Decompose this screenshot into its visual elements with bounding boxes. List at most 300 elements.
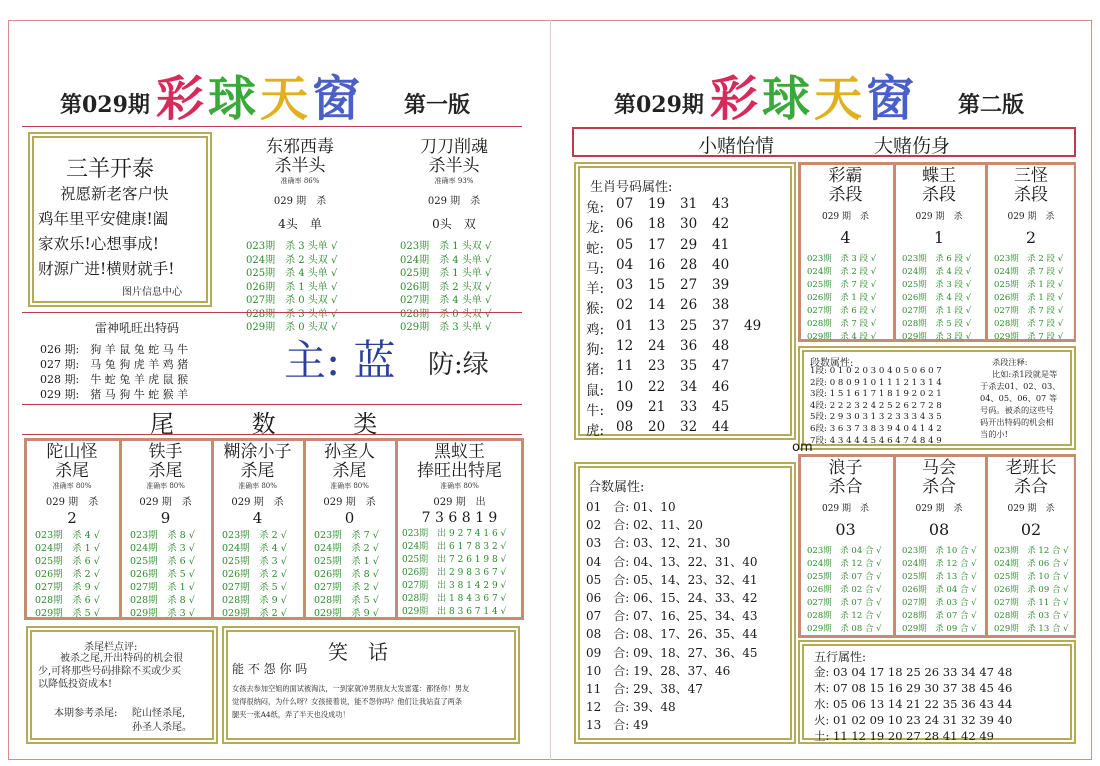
- zodiac-animal: 狗:: [586, 342, 605, 359]
- zodiac-number: 07: [616, 196, 634, 212]
- tail-column-row: 027期 杀 1 √: [130, 582, 195, 593]
- daodao-pick: 0头 双: [432, 217, 476, 231]
- tail-column-row: 026期 杀 2 √: [35, 569, 100, 580]
- segment-kill-column-title: 三怪: [1014, 166, 1048, 186]
- leishen-row: 026 期: 狗 羊 鼠 兔 蛇 马 牛: [40, 343, 189, 356]
- segments-row: 7段: 4 3 4 4 4 5 4 6 4 7 4 8 4 9: [810, 435, 942, 446]
- segment-kill-column-issue: 029 期 杀: [821, 212, 870, 222]
- greeting-box: [28, 132, 212, 307]
- combo-kill-column-row: 024期 杀 12 合 √: [902, 559, 977, 569]
- segment-kill-column-row: 023期 杀 2 段 √: [994, 254, 1064, 264]
- defense-color-pick: [428, 344, 489, 381]
- zodiac-number: 48: [712, 338, 730, 355]
- combos-row: 13 合: 49: [586, 718, 649, 733]
- combo-kill-column-row: 028期 杀 03 合 √: [994, 611, 1069, 621]
- tail-column-row: 028期 杀 6 √: [35, 595, 100, 606]
- zodiac-number: 37: [712, 317, 730, 334]
- zodiac-number: 40: [712, 256, 730, 273]
- p1-top-rule: [22, 126, 522, 127]
- segments-box: [798, 346, 1076, 450]
- segment-kill-column-row: 027期 杀 7 段 √: [994, 306, 1064, 316]
- zodiac-number: 10: [616, 378, 634, 395]
- p1-edition: 第一版: [404, 92, 471, 118]
- combos-row: 03 合: 03、12、21、30: [586, 536, 731, 551]
- segment-kill-column-issue: 029 期 杀: [1007, 212, 1055, 222]
- segments-rows: [810, 366, 942, 447]
- zodiac-animal: 鼠:: [586, 382, 605, 399]
- joke-title: 笑 话: [328, 640, 388, 664]
- leishen-row: 029 期: 猪 马 狗 牛 蛇 猴 羊: [40, 388, 189, 401]
- combos-row: 05 合: 05、14、23、32、41: [586, 572, 758, 587]
- zodiac-animal: 虎:: [586, 423, 605, 440]
- heiwang-panel: [395, 441, 521, 617]
- zodiac-number: 15: [648, 277, 666, 294]
- combo-kill-column-issue: 029 期 杀: [821, 504, 870, 514]
- tail-column-pick: 0: [344, 509, 355, 527]
- zodiac-row: [586, 379, 792, 399]
- tail-column-row: 025期 杀 6 √: [130, 556, 195, 567]
- combo-kill-column-row: 025期 杀 10 合 √: [994, 572, 1069, 582]
- joke-line: 女孩去参加空姐的面试被淘汰，一到家就冲男朋友大发雷霆：都怪你！男友: [232, 684, 470, 693]
- banner-right: 大赌伤身: [874, 135, 951, 157]
- tail-column-issue: 029 期 杀: [45, 497, 99, 508]
- segments-note-line: 号码。被杀的这些号: [980, 405, 1054, 415]
- combo-kill-column-row: 027期 杀 03 合 √: [902, 598, 977, 608]
- segment-kill-column-row: 025期 杀 1 段 √: [994, 280, 1064, 290]
- segment-kill-column-row: 024期 杀 7 段 √: [994, 267, 1064, 277]
- zodiac-number: 05: [616, 236, 634, 253]
- comment-title: 杀尾栏点评:: [84, 642, 138, 653]
- zodiac-number: 44: [712, 419, 730, 436]
- segment-kill-column-row: 026期 杀 4 段 √: [902, 293, 972, 303]
- zodiac-number: 09: [616, 398, 634, 415]
- heiwang-pick: 7 3 6 8 1 9: [421, 510, 498, 526]
- combo-kill-column-pick: 08: [928, 520, 950, 539]
- combo-kill-column-row: 027期 杀 11 合 √: [994, 598, 1069, 608]
- banner-left: 小赌怡情: [698, 135, 775, 157]
- segments-note-title: 杀段注释:: [992, 357, 1028, 367]
- segment-kill-column-row: 028期 杀 7 段 √: [807, 319, 877, 329]
- tail-column-row: 026期 杀 2 √: [222, 569, 287, 580]
- greeting-line: 祝愿新老客户快: [60, 185, 169, 203]
- segment-kill-column-rows: [988, 253, 1074, 344]
- comment-line: 以降低投资成本!: [38, 679, 113, 690]
- dongxie-pick: 4头 单: [278, 217, 322, 231]
- greeting-line: 财源广进!横财就手!: [38, 260, 175, 278]
- zodiac-animal: 猪:: [586, 362, 605, 379]
- zodiac-number: 20: [648, 419, 666, 436]
- zodiac-number: 34: [680, 378, 698, 395]
- combos-box: [574, 462, 796, 744]
- zodiac-number: 35: [680, 358, 698, 375]
- segment-kill-column-subtitle: 杀段: [1014, 185, 1048, 205]
- tail-column-issue: 029 期 杀: [231, 497, 284, 508]
- segments-row: 6段: 3 6 3 7 3 8 3 9 4 0 4 1 4 2: [810, 423, 942, 434]
- heiwang-accuracy: 准确率 80%: [440, 482, 479, 490]
- segments-row: 5段: 2 9 3 0 3 1 3 2 3 3 3 4 3 5: [810, 412, 942, 423]
- combos-row: 04 合: 04、13、22、31、40: [586, 554, 758, 569]
- combos-title: 合数属性:: [588, 480, 645, 495]
- segment-kill-column-row: 029期 杀 3 段 √: [902, 332, 972, 342]
- zodiac-number: 25: [680, 317, 698, 334]
- tail-column-pick: 9: [160, 509, 171, 527]
- joke-lines: [232, 682, 469, 721]
- segments-note-line: 比如:杀1段就是等: [992, 369, 1058, 379]
- zodiac-number: 12: [616, 338, 634, 355]
- zodiac-number: 33: [680, 398, 698, 415]
- combo-kill-column-rows: [801, 545, 890, 636]
- zodiac-number: 36: [680, 338, 698, 355]
- tail-column-accuracy: 准确率 80%: [238, 482, 277, 490]
- combos-rows: [586, 498, 757, 735]
- segments-row: 1段: 0 1 0 2 0 3 0 4 0 5 0 6 0 7: [810, 366, 942, 376]
- tail-column-issue: 029 期 杀: [323, 497, 376, 508]
- comment-line: 少,可将那些号码排除不买或少买: [38, 666, 182, 677]
- segment-kill-column-row: 025期 杀 3 段 √: [902, 280, 972, 290]
- zodiac-number: 31: [680, 196, 698, 212]
- tail-column-issue: 029 期 杀: [139, 497, 192, 508]
- tail-column-row: 027期 杀 5 √: [222, 582, 287, 593]
- segment-kill-column-title: 蝶王: [922, 166, 956, 186]
- leishen-row: 028 期: 牛 蛇 兔 羊 虎 鼠 猴: [40, 373, 189, 386]
- zodiac-number: 21: [648, 398, 666, 415]
- combos-row: 07 合: 07、16、25、34、43: [586, 609, 758, 624]
- zodiac-number: 49: [744, 317, 762, 334]
- zodiac-number: 24: [648, 338, 666, 355]
- tail-column: [303, 441, 393, 617]
- greeting-lines: [38, 182, 208, 282]
- tail-column-subtitle: 杀尾: [148, 461, 183, 481]
- segment-kill-column-pick: 2: [1025, 228, 1037, 247]
- joke-line: 觉得很纳闷，为什么呀？女孩接着说，能不怨你吗？他们让我站直了两条: [232, 697, 463, 706]
- tail-column-row: 026期 杀 5 √: [130, 569, 195, 580]
- segment-kill-column-row: 026期 杀 1 段 √: [994, 293, 1064, 303]
- tail-column-row: 028期 杀 8 √: [130, 595, 195, 606]
- tail-column-row: 025期 杀 1 √: [314, 556, 379, 567]
- banner: [572, 127, 1076, 157]
- zodiac-number: 08: [616, 419, 634, 436]
- combo-kill-column-subtitle: 杀合: [828, 477, 863, 497]
- combo-kill-column-pick: 03: [835, 520, 856, 539]
- zodiac-animal: 猴:: [586, 301, 605, 318]
- elements-title: 五行属性:: [814, 650, 867, 664]
- combo-kill-column-row: 029期 杀 13 合 √: [994, 624, 1069, 634]
- segment-kill-column-row: 024期 杀 4 段 √: [902, 267, 972, 277]
- daodao-panel: [384, 138, 524, 335]
- zodiac-row: [586, 277, 792, 297]
- combo-kill-column-row: 024期 杀 12 合 √: [807, 559, 882, 569]
- zodiac-animal: 牛:: [586, 402, 605, 419]
- zodiac-animal: 兔:: [586, 200, 605, 216]
- comment-box: [26, 626, 218, 744]
- segment-kill-column-row: 024期 杀 2 段 √: [807, 267, 877, 277]
- tail-column: [119, 441, 209, 617]
- weishu-title-char: 类: [353, 410, 378, 438]
- combo-kill-column-row: 026期 杀 02 合 √: [807, 585, 882, 595]
- tail-column-row: 029期 杀 5 √: [35, 608, 100, 619]
- tail-column-row: 023期 杀 7 √: [314, 530, 379, 541]
- dongxie-row: 024期 杀 2 头双 √: [246, 254, 338, 266]
- tail-column-row: 028期 杀 9 √: [222, 595, 287, 606]
- weishu-title-char: 数: [251, 410, 276, 438]
- tail-column-subtitle: 杀尾: [55, 461, 89, 481]
- combos-row: 09 合: 09、18、27、36、45: [586, 645, 758, 660]
- tail-column-rows: [214, 529, 301, 620]
- combo-kill-column-row: 023期 杀 04 合 √: [807, 546, 882, 556]
- combo-kill-column-issue: 029 期 杀: [915, 504, 963, 514]
- joke-box: [222, 626, 520, 744]
- combo-kill-column-row: 026期 杀 04 合 √: [902, 585, 977, 595]
- zodiac-number: 17: [648, 236, 666, 253]
- defense-color: 绿: [462, 350, 489, 380]
- dongxie-row: 026期 杀 1 头单 √: [246, 281, 338, 293]
- leishen-title: 雷神吼旺出特码: [95, 321, 180, 335]
- zodiac-number: 32: [680, 419, 698, 436]
- greeting-title: 三羊开泰: [66, 157, 155, 182]
- combo-kill-column: [985, 457, 1074, 635]
- heiwang-row: 027期 出 3 8 1 4 2 9 √: [402, 581, 507, 591]
- combo-kill-column-row: 029期 杀 09 合 √: [902, 624, 977, 634]
- zodiac-number: 02: [616, 297, 634, 314]
- tail-column-title: 铁手: [148, 442, 183, 462]
- tail-column-rows: [306, 529, 393, 620]
- dongxie-rows: [230, 240, 370, 335]
- zodiac-animal: 龙:: [586, 220, 605, 237]
- leishen-row: 027 期: 马 兔 狗 虎 羊 鸡 猪: [40, 358, 189, 371]
- tail-column-row: 023期 杀 4 √: [35, 530, 100, 541]
- dongxie-row: 027期 杀 0 头双 √: [246, 295, 338, 306]
- segments-note-line: 码开出特码的机会相: [980, 417, 1054, 427]
- comment-ref-label: 本期参考杀尾:: [54, 708, 118, 719]
- combo-kill-column-title: 马会: [922, 458, 956, 478]
- zodiac-number: 03: [616, 277, 634, 294]
- heiwang-issue: 029 期 出: [433, 497, 486, 508]
- zodiac-number: 23: [648, 358, 666, 375]
- zodiac-number: 26: [680, 297, 698, 314]
- comment-line: 被杀之尾,开出特码的机会很: [60, 653, 184, 664]
- tail-column-rows: [27, 529, 117, 620]
- daodao-row: 023期 杀 1 头双 √: [400, 241, 492, 252]
- zodiac-number: 04: [616, 256, 634, 273]
- zodiac-number: 16: [648, 256, 666, 273]
- elements-box: [798, 640, 1076, 744]
- joke-line: 腿夹一张A4纸，弄了半天也没成功！: [232, 710, 350, 719]
- zodiac-animal: 羊:: [586, 281, 605, 298]
- dongxie-row: 023期 杀 3 头单 √: [246, 241, 338, 252]
- tail-column-row: 023期 杀 2 √: [222, 530, 287, 541]
- dongxie-row: 029期 杀 0 头双 √: [246, 322, 338, 333]
- heiwang-row: 026期 出 2 9 8 3 6 7 √: [402, 568, 507, 578]
- tail-column-row: 023期 杀 8 √: [130, 530, 195, 541]
- zodiac-animal: 鸡:: [586, 321, 605, 338]
- segment-kill-column-subtitle: 杀段: [828, 185, 863, 205]
- segment-kill-column-row: 028期 杀 5 段 √: [902, 319, 972, 329]
- dongxie-panel: [230, 138, 370, 335]
- tail-column-row: 028期 杀 5 √: [314, 595, 379, 606]
- greeting-line: 鸡年里平安健康!阖: [38, 210, 169, 228]
- tail-column-accuracy: 准确率 80%: [146, 482, 185, 490]
- dongxie-accuracy: 准确率 86%: [280, 177, 320, 185]
- segment-kill-column: [985, 165, 1074, 342]
- p1-rule-4: [22, 434, 522, 435]
- dongxie-row: 028期 杀 3 头单 √: [246, 308, 338, 320]
- greeting-line: 家欢乐!心想事成!: [38, 235, 159, 253]
- tail-column-row: 029期 杀 2 √: [222, 608, 287, 619]
- tail-column-subtitle: 杀尾: [332, 461, 367, 481]
- segment-kill-column-issue: 029 期 杀: [915, 212, 963, 222]
- zodiac-box: [574, 162, 796, 440]
- tail-column-row: 027期 杀 2 √: [314, 582, 379, 593]
- segments-note: [980, 356, 1072, 440]
- heiwang-row: 028期 出 1 8 4 3 6 7 √: [402, 594, 507, 604]
- p2-issue: 第029期: [614, 92, 704, 118]
- zodiac-number: 43: [712, 196, 730, 212]
- combo-kill-column: [801, 457, 890, 635]
- p2-logo: 彩球天窗: [710, 71, 919, 127]
- zodiac-number: 38: [712, 297, 730, 314]
- elements-row: 土: 11 12 19 20 27 28 41 42 49: [814, 729, 994, 743]
- daodao-row: 026期 杀 2 头双 √: [400, 281, 492, 293]
- tail-column-pick: 4: [252, 509, 263, 527]
- combos-row: 08 合: 08、17、26、35、44: [586, 627, 758, 642]
- heiwang-row: 024期 出 6 1 7 8 3 2 √: [402, 542, 507, 552]
- tail-column-pick: 2: [67, 509, 77, 527]
- zodiac-number: 41: [712, 236, 730, 253]
- tail-column-row: 025期 杀 6 √: [35, 556, 100, 567]
- zodiac-number: 01: [616, 317, 634, 334]
- daodao-accuracy: 准确率 93%: [434, 177, 474, 185]
- segment-kill-column-row: 027期 杀 1 段 √: [902, 306, 972, 316]
- zodiac-number: 29: [680, 236, 698, 253]
- zodiac-number: 46: [712, 378, 730, 395]
- page-gutter: [550, 20, 551, 760]
- combo-kill-column-row: 028期 杀 12 合 √: [807, 611, 882, 621]
- segments-title: 段数属性:: [810, 358, 854, 369]
- dongxie-issue: 029 期 杀: [273, 196, 327, 207]
- tail-column-title: 糊涂小子: [223, 442, 292, 462]
- tail-column-row: 024期 杀 1 √: [35, 543, 100, 554]
- daodao-row: 027期 杀 4 头单 √: [400, 295, 492, 306]
- zodiac-row: [586, 257, 792, 277]
- zodiac-row: [586, 196, 792, 216]
- combos-row: 06 合: 06、15、24、33、42: [586, 591, 758, 606]
- segment-kill-column-row: 027期 杀 6 段 √: [807, 306, 877, 316]
- tail-column-title: 陀山怪: [46, 442, 98, 462]
- zodiac-number: 30: [680, 216, 698, 233]
- segment-kill-column-row: 023期 杀 3 段 √: [807, 254, 877, 264]
- daodao-title: 刀刀削魂: [420, 137, 488, 157]
- heiwang-title: 黑蚁王: [434, 442, 485, 462]
- zodiac-number: 28: [680, 256, 698, 273]
- tail-column-row: 024期 杀 2 √: [314, 543, 379, 554]
- zodiac-number: 47: [712, 358, 730, 375]
- tail-column: [27, 441, 117, 617]
- segment-kill-column-rows: [801, 253, 890, 344]
- segment-kill-column-row: 023期 杀 6 段 √: [902, 254, 972, 264]
- elements-row: 金: 03 04 17 18 25 26 33 34 47 48: [814, 665, 1013, 679]
- combo-kill-column-row: 029期 杀 08 合 √: [807, 624, 882, 634]
- elements-rows: [814, 664, 1012, 744]
- zodiac-row: [586, 419, 792, 439]
- combo-kill-column-row: 025期 杀 13 合 √: [902, 572, 977, 582]
- zodiac-row: [586, 216, 792, 236]
- zodiac-number: 22: [648, 378, 666, 395]
- combos-row: 11 合: 29、38、47: [586, 682, 703, 697]
- combos-row: 10 合: 19、28、37、46: [586, 663, 731, 678]
- zodiac-row: [586, 297, 792, 317]
- tail-column-row: 026期 杀 8 √: [314, 569, 379, 580]
- p1-issue: 第029期: [60, 92, 150, 118]
- tail-column-title: 孙圣人: [324, 442, 375, 462]
- daodao-row: 028期 杀 0 头双 √: [400, 308, 492, 320]
- segment-kill-column-subtitle: 杀段: [922, 185, 956, 205]
- daodao-row: 025期 杀 1 头单 √: [400, 268, 492, 279]
- heiwang-rows: [398, 528, 521, 619]
- p2-edition: 第二版: [958, 92, 1025, 118]
- segment-kill-column: [893, 165, 982, 342]
- daodao-row: 024期 杀 4 头单 √: [400, 254, 492, 266]
- main-color-pick: [284, 328, 396, 388]
- combo-kill-column-subtitle: 杀合: [922, 477, 956, 497]
- elements-row: 水: 05 06 13 14 21 22 35 36 43 44: [814, 697, 1013, 711]
- segment-kill-column-title: 彩霸: [828, 166, 863, 186]
- zodiac-number: 13: [648, 317, 666, 334]
- segment-kill-column-row: 026期 杀 1 段 √: [807, 293, 877, 303]
- zodiac-number: 14: [648, 297, 666, 314]
- tail-column-row: 029期 杀 9 √: [314, 608, 379, 619]
- segment-kill-column-pick: 1: [933, 228, 945, 247]
- segments-note-line: 当的小!: [980, 429, 1008, 439]
- combos-row: 12 合: 39、48: [586, 700, 676, 715]
- zodiac-animal: 马:: [586, 260, 605, 277]
- zodiac-number: 06: [616, 216, 634, 233]
- zodiac-number: 19: [648, 196, 666, 212]
- combo-kill-column-rows: [988, 545, 1074, 636]
- comment-ref2: 孙圣人杀尾。: [132, 722, 192, 733]
- combo-kill-column-title: 浪子: [828, 458, 863, 478]
- heiwang-row: 023期 出 9 2 7 4 1 6 √: [402, 529, 507, 539]
- segment-kill-column-pick: 4: [840, 228, 851, 247]
- stray-text: om: [792, 440, 813, 455]
- combo-kill-column-subtitle: 杀合: [1014, 477, 1048, 497]
- combo-kill-column-pick: 02: [1020, 520, 1042, 539]
- leishen-rows: [40, 342, 188, 402]
- segment-kill-column-row: 025期 杀 7 段 √: [807, 280, 877, 290]
- combo-kill-column: [893, 457, 982, 635]
- segments-note-line: 04、05、06、07 等: [980, 393, 1058, 403]
- weishu-title-char: 尾: [150, 410, 174, 438]
- zodiac-row: [586, 338, 792, 358]
- tail-column-row: 024期 杀 4 √: [222, 543, 287, 554]
- zodiac-number: 45: [712, 398, 730, 415]
- p1-rule-2: [22, 312, 522, 313]
- main-label: 主:: [284, 336, 341, 385]
- zodiac-number: 18: [648, 216, 666, 233]
- tail-column: [211, 441, 301, 617]
- segments-note-line: 于杀去01、02、03、: [980, 381, 1061, 391]
- zodiac-number: 39: [712, 277, 730, 294]
- tail-column-accuracy: 准确率 80%: [52, 482, 92, 490]
- combo-kill-column-row: 023期 杀 12 合 √: [994, 546, 1069, 556]
- combo-kill-column-row: 024期 杀 06 合 √: [994, 559, 1069, 569]
- heiwang-row: 025期 出 7 2 6 1 9 8 √: [402, 555, 507, 565]
- joke-subtitle: 能 不 怨 你 吗: [232, 662, 308, 676]
- combo-kill-column-row: 023期 杀 10 合 √: [902, 546, 977, 556]
- zodiac-animal: 蛇:: [586, 240, 605, 257]
- greeting-footer: 图片信息中心: [122, 287, 182, 298]
- tail-column-row: 027期 杀 9 √: [35, 582, 100, 593]
- heiwang-subtitle: 捧旺出特尾: [417, 461, 502, 481]
